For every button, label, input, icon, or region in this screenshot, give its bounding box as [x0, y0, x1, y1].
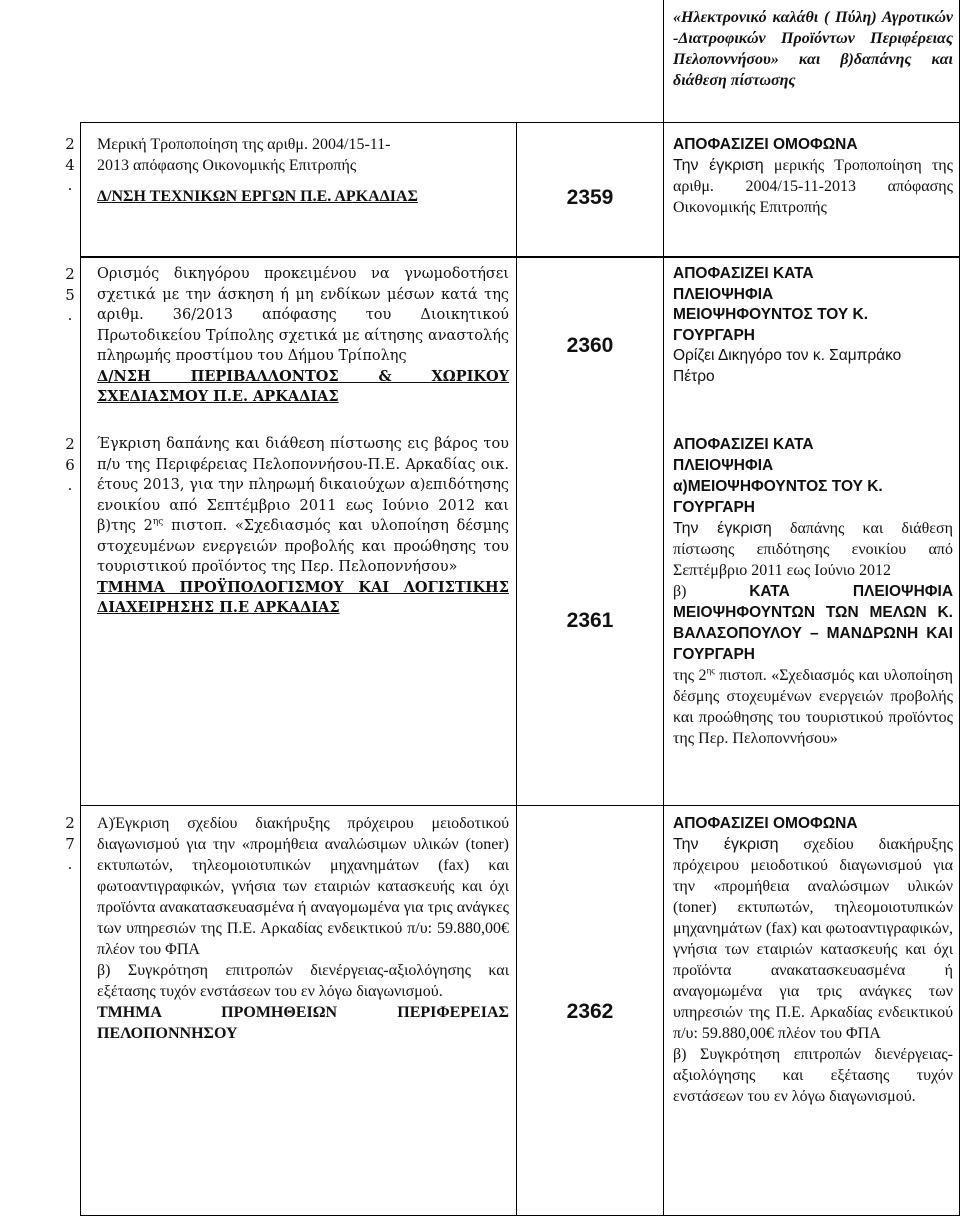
row25-department: Δ/ΝΣΗ ΠΕΡΙΒΑΛΛΟΝΤΟΣ & ΧΩΡΙΚΟΥ ΣΧΕΔΙΑΣΜΟΥ Π.Ε. ΑΡΚΑΔΙΑΣ: [97, 367, 509, 405]
row25-decision-line: Πέτρο: [673, 367, 715, 385]
row26-num-digit: 2: [65, 435, 75, 453]
row26-decision-lead: Την έγκριση: [673, 520, 772, 537]
row24-subject-cell: [97, 134, 509, 207]
row26-subject: [97, 434, 509, 578]
row27-decision-b: β) Συγκρότηση επιτροπών διενέργειας-αξιολόγησης και εξέτασης τυχόν ενστάσεων του εν λόγω διαγωνισμού.: [673, 1046, 953, 1105]
row24-subject: Μερική Τροποποίηση της αριθμ. 2004/15-11-2013 απόφασης Οικονομικής Επιτροπής: [97, 136, 391, 174]
row24-decision-cell: [673, 134, 953, 218]
row25-verdict-line: ΓΟΥΡΓΑΡΗ: [673, 326, 755, 344]
row26-verdict-line: ΑΠΟΦΑΣΙΖΕΙ ΚΑΤΑ: [673, 436, 814, 453]
row24-num-digit: 2: [65, 135, 75, 153]
row25-decision-line: Ορίζει Δικηγόρο τον κ. Σαμπράκο: [673, 347, 902, 364]
row24-decision: [673, 155, 953, 218]
row25-decision-cell: [673, 264, 953, 387]
row24-department: Δ/ΝΣΗ ΤΕΧΝΙΚΩΝ ΕΡΓΩΝ Π.Ε. ΑΡΚΑΔΙΑΣ: [97, 188, 418, 205]
row25-num-digit: 2: [65, 265, 75, 283]
row25-subject-cell: [97, 264, 509, 408]
row26-decision-c-para: [673, 665, 953, 749]
table-rule: [516, 122, 517, 1216]
row27-decision-lead: Την έγκριση: [673, 836, 779, 853]
row26-subject-a: Έγκριση δαπάνης και διάθεση πίστωσης εις βάρος του π/υ της Περιφέρειας Πελοποννήσου-Π.Ε. Αρκαδίας οικ. έτους 2013, για την πληρωμή δικαιούχων α)επιδότησης ενοικίου από Σεπτέμβριο 2011 εως Ιούνιο 2012 και β)της 2: [97, 436, 509, 534]
row27-subject-cell: [97, 813, 509, 1044]
table-rule: [80, 122, 960, 123]
row26-subject-cell: [97, 434, 509, 619]
row27-verdict: ΑΠΟΦΑΣΙΖΕΙ ΟΜΟΦΩΝΑ: [673, 815, 858, 832]
table-rule: [80, 122, 81, 1216]
row26-subject-b: πιστοπ. «Σχεδιασμός και υλοποίηση δέσμης στοχευμένων ενεργειών προβολής και προώθησης του τουριστικού προϊόντος της Περ. Πελοποννήσου»: [97, 518, 509, 575]
table-rule: [80, 1215, 960, 1216]
row25-num-digit: 5: [65, 285, 75, 304]
row27-num-digit: 2: [65, 814, 75, 832]
row26-decision-b-para: [673, 581, 953, 665]
row26-verdict-line: α)ΜΕΙΟΨΗΦΟΥΝΤΟΣ ΤΟΥ Κ.: [673, 478, 883, 495]
row24-num-digit: 4: [65, 155, 75, 174]
row24-num-digit: .: [67, 176, 73, 194]
row27-decision-cell: [673, 813, 953, 1107]
row26-decision-c: της 2: [673, 667, 707, 684]
row26-decision-b-bold: ΚΑΤΑ ΠΛΕΙΟΨΗΦΙΑ ΜΕΙΟΨΗΦΟΥΝΤΩΝ ΤΩΝ ΜΕΛΩΝ Κ. ΒΑΛΑΣΟΠΟΥΛΟΥ – ΜΑΝΔΡΩΝΗ ΚΑΙ ΓΟΥΡΓΑΡΗ: [673, 583, 954, 663]
table-rule: [663, 0, 664, 1216]
row27-code: 2362: [566, 1000, 614, 1023]
row25-verdict-line: ΑΠΟΦΑΣΙΖΕΙ ΚΑΤΑ: [673, 265, 814, 282]
row26-decision-cell: [673, 434, 953, 749]
row26-subject-sup: ης: [152, 517, 164, 528]
row27-num-digit: .: [67, 855, 73, 873]
row26-decision-d: πιστοπ. «Σχεδιασμός και υλοποίηση δέσμης στοχευμένων ενεργειών προβολής και προώθησης του τουριστικού προϊόντος της Περ. Πελοποννήσου»: [673, 667, 953, 747]
row26-decision-a-para: [673, 518, 953, 581]
row25-num-digit: .: [67, 306, 73, 324]
row25-code: 2360: [566, 334, 614, 357]
row0-decision: «Ηλεκτρονικό καλάθι ( Πύλη) Αγροτικών -Διατροφικών Προϊόντων Περιφέρειας Πελοποννήσου» και β)δαπάνης και διάθεση πίστωσης: [673, 9, 953, 89]
row26-decision-sup: ης: [706, 665, 715, 676]
row27-subject-b: β) Συγκρότηση επιτροπών διενέργειας-αξιολόγησης και εξέτασης τυχόν ενστάσεων του εν λόγω διαγωνισμού.: [97, 962, 509, 1000]
row26-code: 2361: [566, 609, 614, 632]
row26-number: [62, 434, 78, 496]
table-rule: [80, 805, 960, 806]
row26-verdict-line: ΓΟΥΡΓΑΡΗ: [673, 499, 755, 516]
row26-decision-a: δαπάνης και διάθεση πίστωσης επιδότησης ενοικίου από Σεπτέμβριο 2011 εως Ιούνιο 2012: [673, 520, 953, 579]
row25-number: [62, 264, 78, 326]
row24-number: [62, 134, 78, 196]
row27-num-digit: 7: [65, 834, 75, 853]
row26-num-digit: 6: [65, 455, 75, 474]
row27-decision-a-para: [673, 834, 953, 1044]
table-rule: [80, 256, 960, 258]
row24-verdict: ΑΠΟΦΑΣΙΖΕΙ ΟΜΟΦΩΝΑ: [673, 136, 858, 153]
row24-decision-rest: μερικής Τροποποίηση της αριθμ. 2004/15-11-2013 απόφασης Οικονομικής Επιτροπής: [673, 157, 953, 216]
row26-department: ΤΜΗΜΑ ΠΡΟΫΠΟΛΟΓΙΣΜΟΥ ΚΑΙ ΛΟΓΙΣΤΙΚΗΣ ΔΙΑΧΕΙΡΗΣΗΣ Π.Ε ΑΡΚΑΔΙΑΣ: [97, 578, 509, 616]
row26-decision-b-prefix: β): [673, 583, 750, 600]
row25-subject: Ορισμός δικηγόρου προκειμένου να γνωμοδοτήσει σχετικά με την άσκηση ή μη ενδίκων μέσων κατά της αριθμ. 36/2013 απόφασης του Διοικητικού Πρωτοδικείου Τρίπολης σχετικά με αίτησης αναστολής πληρωμής προστίμου του Δήμου Τρίπολης: [97, 266, 509, 364]
row27-number: [62, 813, 78, 875]
row26-verdict-line: ΠΛΕΙΟΨΗΦΙΑ: [673, 457, 774, 474]
row27-decision-a: σχεδίου διακήρυξης πρόχειρου μειοδοτικού διαγωνισμού για την «προμήθεια αναλώσιμων υλικών (toner) εκτυπωτών, τηλεομοιοτυπικών μηχανημάτων (fax) και φωτοαντιγραφικών, γνήσια των εταιριών κατασκευής και όχι προϊόντα ανακατασκευασμένα ή αναγομωμένα για τρις ανάγκες των υπηρεσιών της Π.Ε. Αρκαδίας ενδεικτικού π/υ: 59.880,00€ πλέον του ΦΠΑ: [673, 836, 953, 1042]
row27-department: ΤΜΗΜΑ ΠΡΟΜΗΘΕΙΩΝ ΠΕΡΙΦΕΡΕΙΑΣ ΠΕΛΟΠΟΝΝΗΣΟΥ: [97, 1004, 509, 1042]
row26-num-digit: .: [67, 476, 73, 494]
row25-verdict-line: ΜΕΙΟΨΗΦΟΥΝΤΟΣ ΤΟΥ Κ.: [673, 306, 869, 323]
row27-subject-a: Α)Έγκριση σχεδίου διακήρυξης πρόχειρου μειοδοτικού διαγωνισμού για την «προμήθεια αναλώσιμων υλικών (toner) εκτυπωτών, τηλεομοιοτυπικών μηχανημάτων (fax) και φωτοαντιγραφικών, γνήσια των εταιριών κατασκευής και όχι προϊόντα ανακατασκευασμένα ή αναγομωμένα για τρις ανάγκες των υπηρεσιών της Π.Ε. Αρκαδίας ενδεικτικού π/υ: 59.880,00€ πλέον του ΦΠΑ: [97, 815, 509, 958]
row24-code: 2359: [566, 186, 614, 209]
row25-verdict-line: ΠΛΕΙΟΨΗΦΙΑ: [673, 285, 774, 303]
row24-decision-lead: Την έγκριση: [673, 157, 764, 174]
row0-decision-cell: [673, 7, 953, 91]
